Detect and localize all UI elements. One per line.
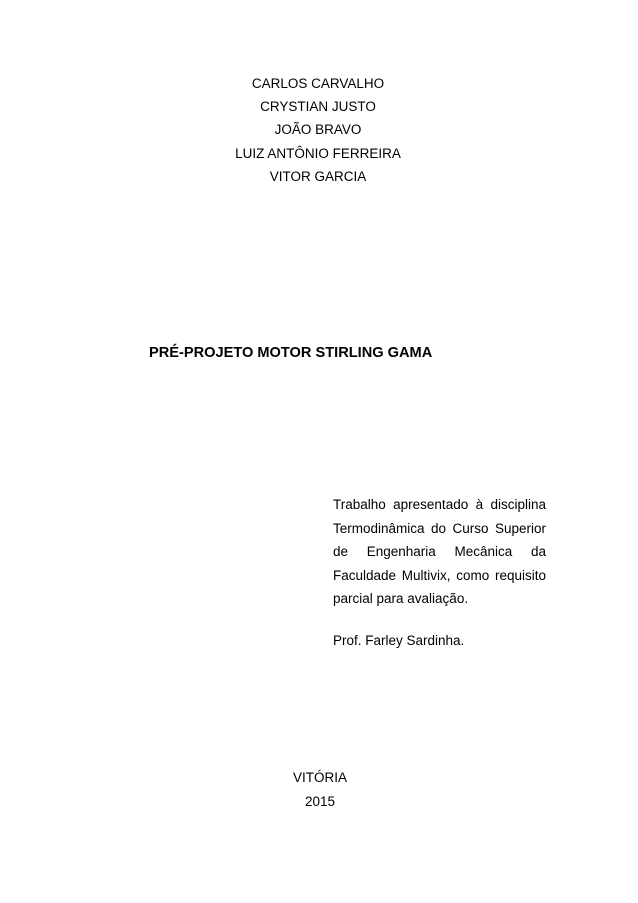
author-name: VITOR GARCIA: [269, 168, 367, 184]
professor-name: Prof. Farley Sardinha.: [333, 633, 465, 648]
author-name: CRYSTIAN JUSTO: [260, 99, 376, 115]
city: VITÓRIA: [292, 770, 347, 785]
author-name: CARLOS CARVALHO: [251, 76, 385, 91]
year: 2015: [304, 794, 336, 809]
work-description: Trabalho apresentado à disciplina Termodinâmica do Curso Superior de Engenharia Mecânica da Faculdade Multivix, como requisito parcial para avaliação.: [333, 497, 546, 606]
author-name: JOÃO BRAVO: [274, 122, 362, 138]
author-name: LUIZ ANTÔNIO FERREIRA: [235, 145, 401, 161]
document-title: PRÉ-PROJETO MOTOR STIRLING GAMA: [149, 345, 433, 361]
author-list: [0, 72, 638, 188]
footer: [0, 766, 638, 814]
